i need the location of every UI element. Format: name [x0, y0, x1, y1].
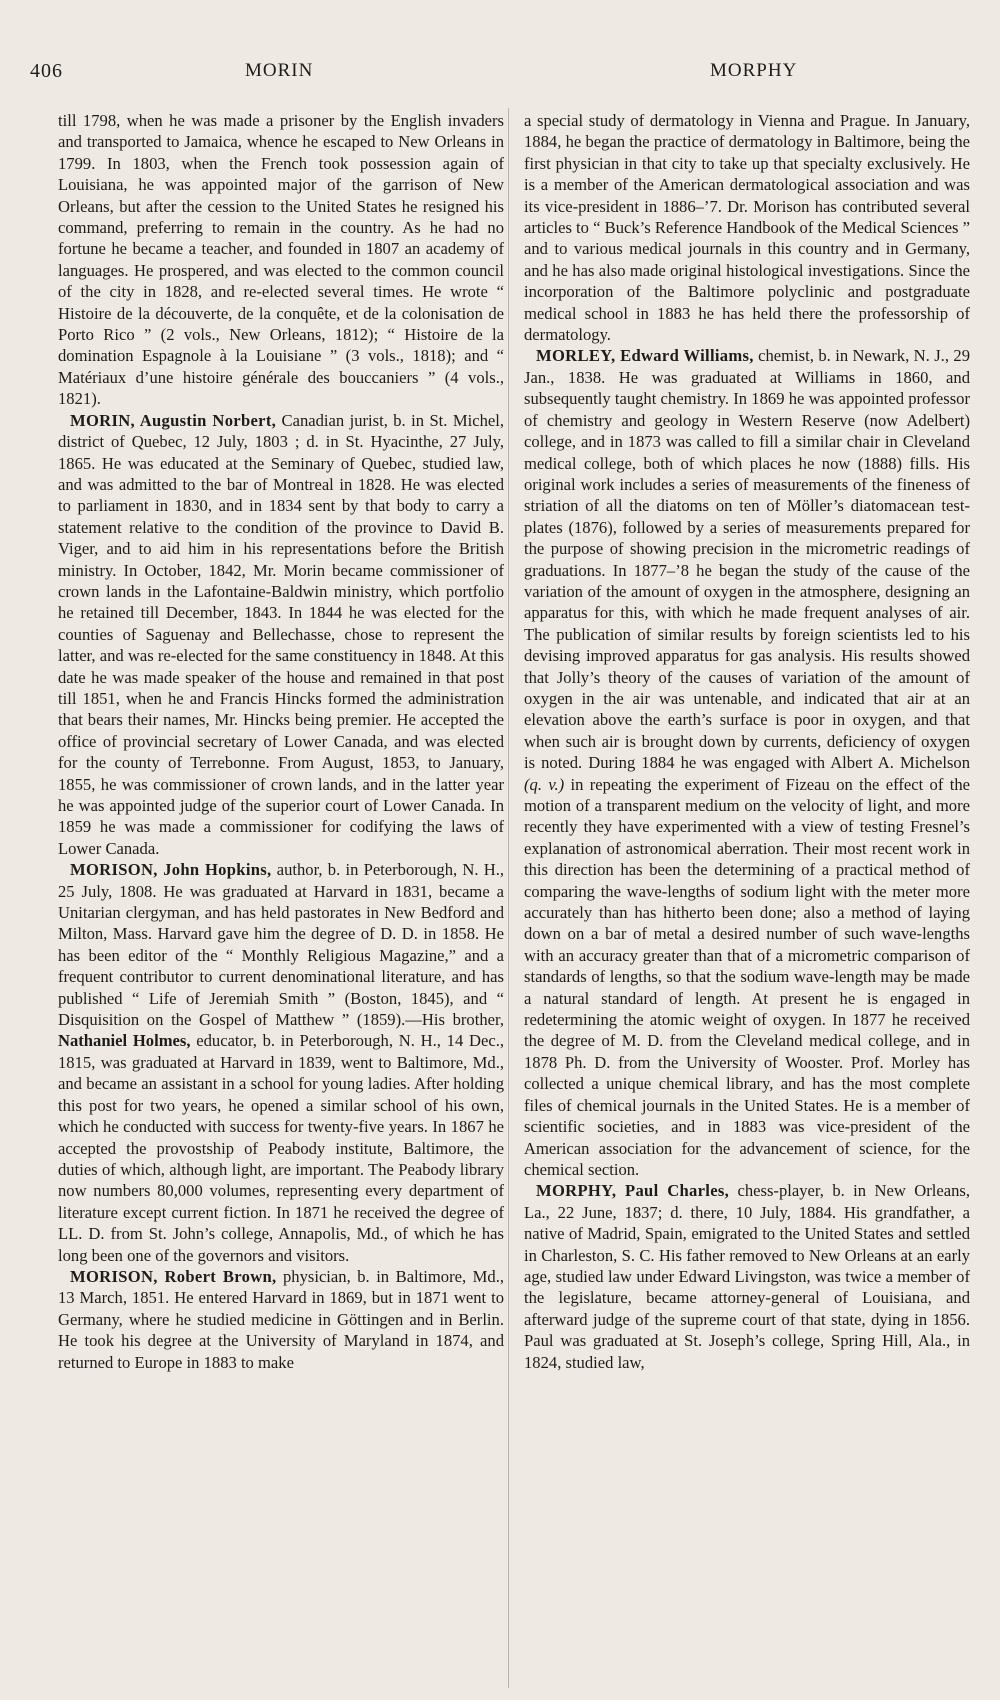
entry-headword: MORISON, Robert Brown, — [70, 1266, 277, 1286]
qv-reference: (q. v.) — [524, 774, 565, 794]
entry-text: physician, b. in Baltimore, Md., 13 March, 1851. He entered Harvard in 1869, but in 1871 went to Germany, where he studied medicine in Göttingen and in Berlin. He took his degree at the University of Maryland in 1874, and returned to Europe in 1883 to make — [58, 1266, 504, 1372]
page-header — [0, 60, 1000, 90]
column-divider — [508, 108, 509, 1688]
entry-morley-edward — [524, 345, 970, 1180]
entry-headword: MORISON, John Hopkins, — [70, 860, 272, 880]
entry-text: in repeating the experiment of Fizeau on the effect of the motion of a transparent medium on the velocity of light, and more recently they have experimented with a view of testing Fresnel’s explanation of astronomical aberration. Their most recent work in this direction has been the determining of a practical method of comparing the wave-lengths of sodium light with the meter more accurately than has hitherto been done; also a method of laying down on a bar of metal a desired number of such wave-lengths with an accuracy greater than that of a micrometric comparison of standards of lengths, so that the sodium wave-length may be made a natural standard of length. At present he is engaged in redetermining the atomic weight of oxygen. In 1877 he received the degree of M. D. from the Cleveland medical college, and in 1878 Ph. D. from the University of Wooster. Prof. Morley has collected a unique chemical library, and has the most complete files of chemical journals in the United States. He is a member of scientific societies, and in 1883 was vice-president of the American association for the advancement of science, for the chemical section. — [524, 774, 970, 1179]
entry-headword: MORLEY, Edward Williams, — [536, 346, 754, 366]
right-running-head: MORPHY — [710, 60, 798, 81]
left-column — [58, 110, 504, 1685]
continuation-paragraph: till 1798, when he was made a prisoner by the English invaders and transported to Jamaica, whence he escaped to New Orleans in 1799. In 1803, when the French took possession again of Louisiana, he was appointed major of the garrison of New Orleans, but after the cession to the United States he resigned his command, preferring to remain in the country. As he had no fortune he became a teacher, and founded in 1807 an academy of languages. He prospered, and was elected to the common council of the city in 1828, and re-elected several times. He wrote “ Histoire de la découverte, de la conquête, et de la colonisation de Porto Rico ” (2 vols., New Orleans, 1812); “ Histoire de la domination Espagnole à la Louisiane ” (3 vols., 1818); and “ Matériaux d’une histoire générale des bouccaniers ” (4 vols., 1821). — [58, 111, 504, 409]
entry-text: educator, b. in Peterborough, N. H., 14 Dec., 1815, was graduated at Harvard in 1839, went to Baltimore, Md., and became an assistant in a school for young ladies. After holding this post for two years, he opened a similar school of his own, which he conducted with success for twenty-five years. In 1867 he accepted the provostship of Peabody institute, Baltimore, the duties of which, although light, are important. The Peabody library now numbers 80,000 volumes, representing every department of literature except current fiction. In 1871 he received the degree of LL. D. from St. John’s college, Annapolis, Md., of which he has long been one of the governors and visitors. — [58, 1031, 504, 1265]
entry-morphy-paul — [524, 1180, 970, 1373]
entry-morison-john — [58, 859, 504, 1266]
left-running-head: MORIN — [245, 60, 314, 81]
entry-headword: MORPHY, Paul Charles, — [536, 1181, 730, 1201]
page-number: 406 — [30, 60, 63, 82]
continuation-paragraph: a special study of dermatology in Vienna and Prague. In January, 1884, he began the practice of dermatology in Baltimore, being the first physician in that city to take up that specialty exclusively. He is a member of the American dermatological association and was its vice-president in 1886–’7. Dr. Morison has contributed several articles to “ Buck’s Reference Handbook of the Medical Sciences ” and to various medical journals in this country and in Germany, and he has also made original histological investigations. Since the incorporation of the Baltimore polyclinic and postgraduate medical school in 1883 he has held there the professorship of dermatology. — [524, 111, 970, 345]
entry-text: chemist, b. in Newark, N. J., 29 Jan., 1838. He was graduated at Williams in 1860, and subsequently taught chemistry. In 1869 he was appointed professor of chemistry and geology in Western Reserve (now Adelbert) college, and in 1873 was called to fill a similar chair in Cleveland medical college, both of which places he now (1888) fills. His original work includes a series of measurements of the fineness of striation of all the diatoms on ten of Möller’s diatomacean test-plates (1876), followed by a series of measurements prepared for the purpose of showing precision in the micrometric readings of graduations. In 1877–’8 he began the study of the cause of the variation of the amount of oxygen in the atmosphere, designing an apparatus for this, with which he made frequent analyses of air. The publication of similar results by foreign scientists led to his devising improved apparatus for gas analysis. His results showed that Jolly’s theory of the causes of variation of the amount of oxygen in the air was untenable, and indicated that air at an elevation above the earth’s surface is poor in oxygen, and that when such air is brought down by currents, deficiency of oxygen is noted. During 1884 he was engaged with Albert A. Michelson — [524, 346, 970, 773]
right-column — [524, 110, 970, 1685]
entry-text: Canadian jurist, b. in St. Michel, district of Quebec, 12 July, 1803 ; d. in St. Hyacinthe, 27 July, 1865. He was educated at the Seminary of Quebec, studied law, and was admitted to the bar of Montreal in 1828. He was elected to parliament in 1830, and in 1834 sent by that body to carry a statement relative to the condition of the province to David B. Viger, and to aid him in his representations before the British ministry. In October, 1842, Mr. Morin became commissioner of crown lands in the Lafontaine-Baldwin ministry, which portfolio he retained till December, 1843. In 1844 he was elected for the counties of Saguenay and Bellechasse, chose to represent the latter, and was re-elected for the same constituency in 1848. At this date he was made speaker of the house and remained in that post till 1851, when he and Francis Hincks formed the administration that bears their names, Mr. Hincks being premier. He accepted the office of provincial secretary of Lower Canada, and was elected for the county of Terrebonne. From August, 1853, to January, 1855, he was commissioner of crown lands, and in the latter year he was appointed judge of the superior court of Lower Canada. In 1859 he was made a commissioner for codifying the laws of Lower Canada. — [58, 410, 504, 858]
entry-morison-robert — [58, 1266, 504, 1373]
entry-headword: MORIN, Augustin Norbert, — [70, 410, 277, 430]
entry-morin-augustin — [58, 410, 504, 860]
entry-text: chess-player, b. in New Orleans, La., 22 June, 1837; d. there, 10 July, 1884. His grandfather, a native of Madrid, Spain, emigrated to the United States and settled in Charleston, S. C. His father removed to New Orleans at an early age, studied law under Edward Livingston, was twice a member of the legislature, became attorney-general of Louisiana, and afterward judge of the supreme court of that state, dying in 1856. Paul was graduated at St. Joseph’s college, Spring Hill, Ala., in 1824, studied law, — [524, 1181, 970, 1372]
sub-entry-headword: Nathaniel Holmes, — [58, 1031, 191, 1051]
entry-text: author, b. in Peterborough, N. H., 25 July, 1808. He was graduated at Harvard in 1831, became a Unitarian clergyman, and has held pastorates in New Bedford and Milton, Mass. Harvard gave him the degree of D. D. in 1858. He has been editor of the “ Monthly Religious Magazine,” and a frequent contributor to current denominational literature, and has published “ Life of Jeremiah Smith ” (Boston, 1845), and “ Disquisition on the Gospel of Matthew ” (1859).—His brother, — [58, 860, 504, 1030]
